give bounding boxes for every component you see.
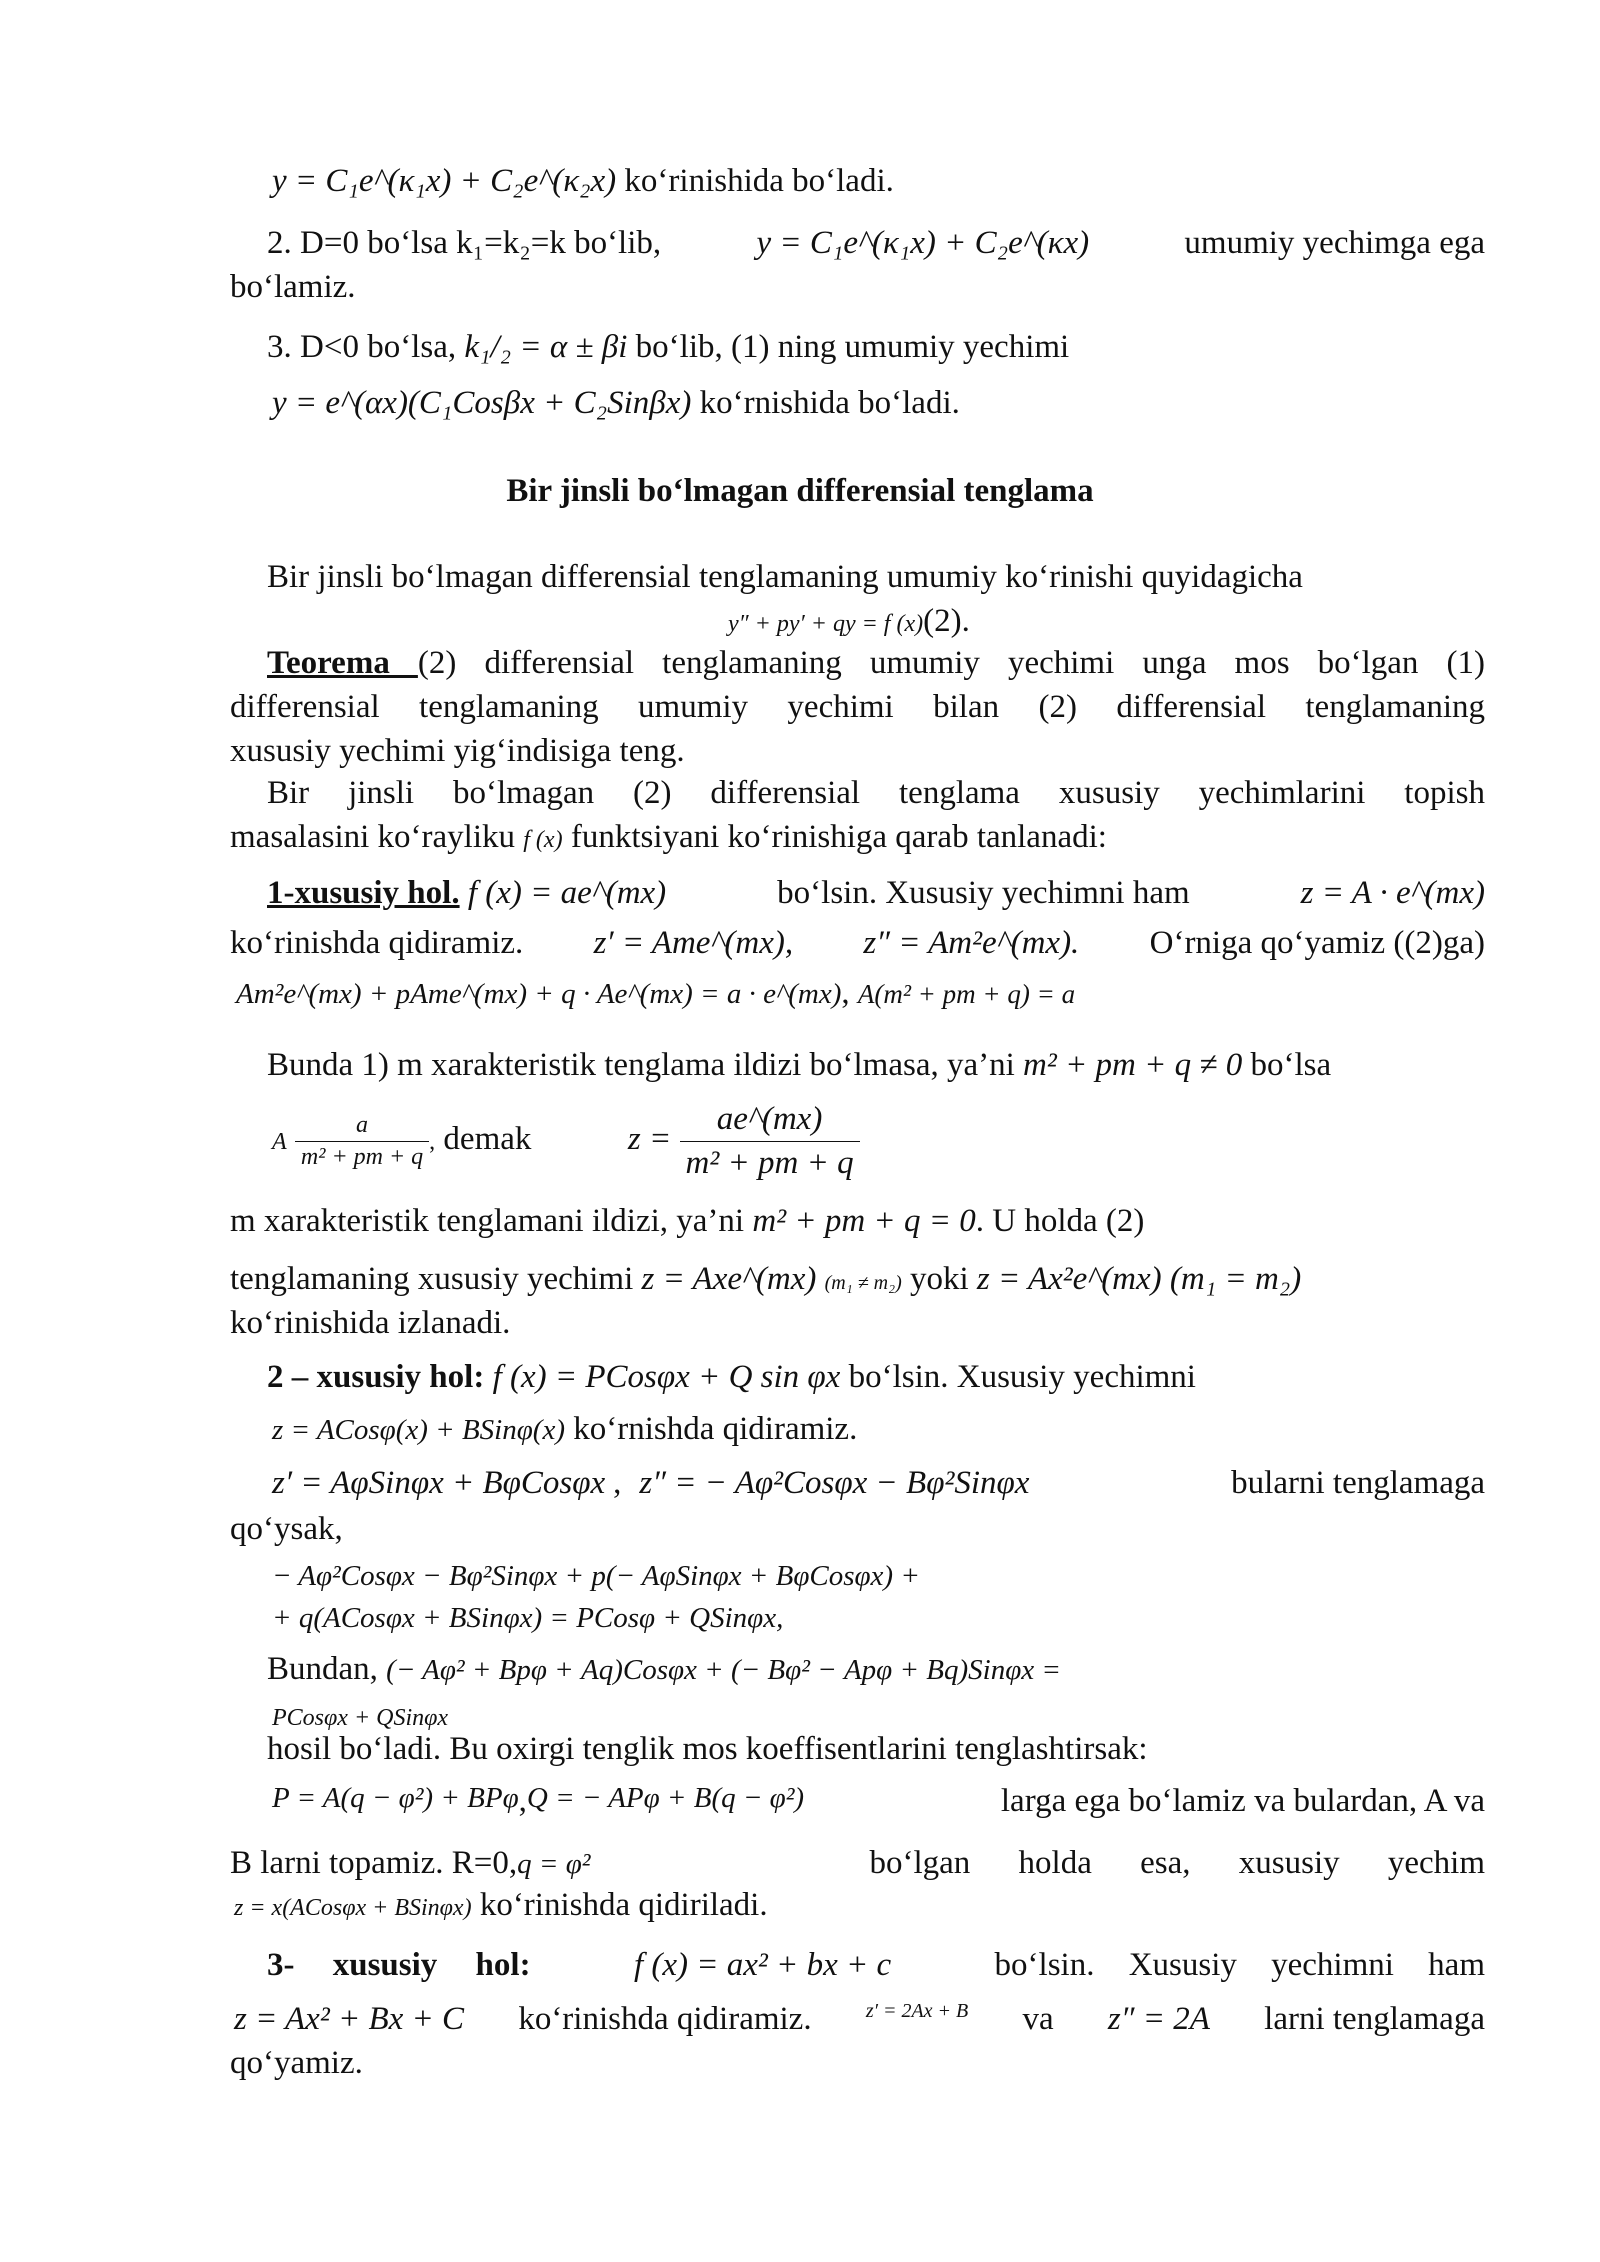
line-15 [236,972,1485,1015]
text: m xarakteristik tenglamani ildizi, ya’ni [230,1203,753,1239]
formula: y = C₁e^(κ₁x) + C₂e^(κ₂x) [272,163,617,199]
condition: (m₁ ≠ m₂) [824,1272,902,1294]
formula: z′ = 2Ax + B [865,2000,969,2022]
line-25 [272,1554,1485,1597]
formula: z′ = AφSinφx + BφCosφx [272,1465,606,1501]
line-30 [272,1780,1485,1823]
formula: z = ACosφ(x) + BSinφ(x) [272,1414,565,1446]
formula: z = Axe^(mx) [641,1261,817,1297]
text: larga ega bo‘lamiz va bulardan, A va [1000,1783,1485,1819]
formula: Q = − APφ + B(q − φ²) [526,1782,805,1814]
text: 2. D=0 bo‘lsa k₁=k₂=k bo‘lib, [267,225,662,261]
formula: (− Aφ² + Bpφ + Aq)Cosφx + (− Bφ² − Apφ + Bq)Sinφx = [386,1654,1061,1686]
line-31 [230,1842,1485,1885]
text: bo‘lsin. Xususiy yechimni ham [994,1947,1485,1983]
line-7 [728,600,1485,643]
line-21 [267,1356,1485,1399]
line-8 [267,642,1485,685]
formula: z = Ax² + Bx + C [234,2001,465,2037]
theorem-label: Teorema [267,645,418,681]
formula: z′ = Ame^(mx), [593,925,794,961]
formula: y = C₁e^(κ₁x) + C₂e^(κx) [756,225,1090,261]
text: , [613,1465,622,1501]
text: bo‘lib, (1) ning umumiy yechimi [627,329,1070,365]
formula: y″ + py′ + qy = f (x) [728,611,924,637]
line-29 [267,1728,1485,1771]
text: qo‘ysak, [230,1511,343,1547]
line-4 [267,326,1485,369]
text: ko‘rinishda qidiramiz. [518,2001,812,2037]
formula: z = x(ACosφx + BSinφx) [234,1895,472,1921]
text: , [518,1783,527,1819]
text: Bundan, [267,1651,387,1687]
text: ko‘rinishida izlanadi. [230,1305,511,1341]
formula: m² + pm + q ≠ 0 [1023,1047,1243,1083]
denominator: m² + pm + q [685,1144,854,1181]
text: qo‘yamiz. [230,2045,363,2081]
text: . U holda (2) [975,1203,1145,1239]
line-5 [272,382,1485,425]
formula: P = A(q − φ²) + BPφ [272,1782,519,1814]
text: Bunda 1) m xarakteristik tenglama ildizi bo‘lmasa, ya’ni [267,1047,1024,1083]
line-34 [234,1998,1485,2041]
line-14 [230,922,1485,965]
text: Bir jinsli bo‘lmagan (2) differensial tenglama xususiy yechimlarini topish [267,775,1485,811]
line-10 [230,730,1485,773]
formula: A [272,1128,287,1155]
text: larni tenglamaga [1264,2001,1485,2037]
line-24 [230,1508,1485,1551]
text: ko‘rinishida bo‘ladi. [616,163,894,199]
numerator: a [295,1110,429,1142]
text: funktsiyani ko‘rinishiga qarab tanlanadi: [562,819,1107,855]
formula: f (x) = ae^(mx) [467,875,667,911]
text: bularni tenglamaga [1231,1465,1485,1501]
line-18 [230,1200,1485,1243]
formula: z″ = 2A [1107,2001,1210,2037]
text: yoki [901,1261,977,1297]
case-3-label: 3- xususiy hol: [267,1947,531,1983]
numerator: ae^(mx) [680,1098,860,1142]
text: (2). [923,603,970,639]
text: ko‘rnishda qidiramiz. [564,1411,858,1447]
text: O‘rniga qo‘yamiz ((2)ga) [1149,925,1485,961]
section-heading: Bir jinsli bo‘lmagan differensial tenglama [506,473,1094,509]
formula: z = A · e^(mx) [1300,875,1485,911]
formula: Am²e^(mx) + pAme^(mx) + q · Ae^(mx) = a · e^(mx) [236,978,842,1010]
text: masalasini ko‘rayliku [230,819,524,855]
line-27 [267,1648,1485,1691]
case-2-label: 2 – xususiy hol: [267,1359,485,1395]
formula: − Aφ²Cosφx − Bφ²Sinφx + p(− AφSinφx + BφCosφx) + [272,1560,920,1592]
formula: f (x) = PCosφx + Q sin φx [492,1359,841,1395]
text: va [1022,2001,1054,2037]
line-26 [272,1596,1485,1639]
text: 3. D<0 bo‘lsa, [267,329,457,365]
line-23 [272,1462,1485,1505]
text: tenglamaning xususiy yechimi [230,1261,642,1297]
text: Bir jinsli bo‘lmagan differensial tenglamaning umumiy ko‘rinishi quyidagicha [267,559,1303,595]
text: bo‘lsin. Xususiy yechimni [840,1359,1196,1395]
formula: z = [627,1120,672,1157]
formula: f (x) [523,827,563,853]
text: bo‘lsin. Xususiy yechimni ham [777,875,1190,911]
fraction [295,1110,429,1173]
formula: A(m² + pm + q) = a [857,979,1076,1009]
text: , [429,1128,436,1155]
line-17 [272,1098,1485,1185]
line-13 [267,872,1485,915]
formula: f (x) = ax² + bx + c [633,1947,892,1983]
line-22 [272,1408,1485,1451]
formula: q = φ² [517,1848,591,1880]
text: ko‘rinishda qidiramiz. [230,925,524,961]
formula: PCosφx + QSinφx [272,1705,449,1731]
formula: z″ = − Aφ²Cosφx − Bφ²Sinφx [639,1465,1030,1501]
line-16 [267,1044,1485,1087]
line-33 [267,1944,1485,1987]
line-19 [230,1258,1485,1301]
line-1 [272,160,1485,203]
fraction [680,1098,860,1185]
text: xususiy yechimi yig‘indisiga teng. [230,733,685,769]
formula: y = e^(αx)(C₁Cosβx + C₂Sinβx) [272,385,692,421]
formula: m² + pm + q = 0 [752,1203,976,1239]
text: umumiy yechimga ega [1184,225,1485,261]
line-35 [230,2042,1485,2085]
text: bo‘lgan holda esa, xususiy yechim [869,1845,1485,1881]
text: ko‘rinishda qidiriladi. [471,1887,768,1923]
line-2 [267,222,1485,265]
line-11 [267,772,1485,815]
formula: z″ = Am²e^(mx). [863,925,1080,961]
line-6 [267,556,1485,599]
formula: z = Ax²e^(mx) (m₁ = m₂) [976,1261,1302,1297]
line-12 [230,816,1485,859]
text: ko‘rnishida bo‘ladi. [691,385,960,421]
line-9 [230,686,1485,729]
formula: + q(ACosφx + BSinφx) = PCosφ + QSinφx, [272,1602,784,1634]
line-3 [230,266,1485,309]
line-20 [230,1302,1485,1345]
formula: k₁/₂ = α ± βi [464,329,628,365]
text: demak [435,1120,532,1157]
text: bo‘lsa [1242,1047,1332,1083]
text: differensial tenglamaning umumiy yechimi bilan (2) differensial tenglamaning [230,689,1485,725]
text: (2) differensial tenglamaning umumiy yechimi unga mos bo‘lgan (1) [417,645,1485,681]
text: hosil bo‘ladi. Bu oxirgi tenglik mos koeffisentlarini tenglashtirsak: [267,1731,1148,1767]
case-1-label: 1-xususiy hol. [267,875,460,911]
text: B larni topamiz. R=0, [230,1845,518,1881]
line-32 [234,1884,1485,1927]
denominator: m² + pm + q [300,1143,424,1170]
text: , [841,975,850,1011]
text: bo‘lamiz. [230,269,356,305]
